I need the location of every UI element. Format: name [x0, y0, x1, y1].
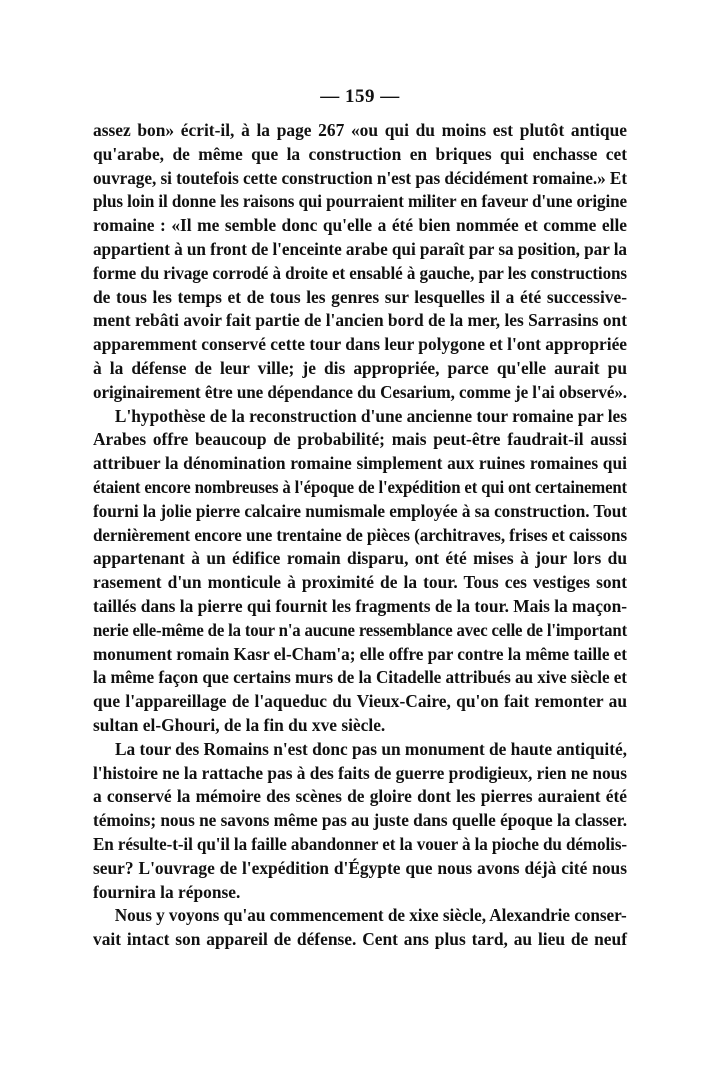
- page-number: — 159 —: [320, 86, 400, 107]
- text-line: La tour des Romains n'est donc pas un monument de haute antiquité,: [114, 738, 627, 759]
- text-line: Nous y voyons qu'au commencement de xixe siècle, Alexandrie conser-: [114, 905, 627, 926]
- text-line: nerie elle-même de la tour n'a aucune ressemblance avec celle de l'important: [93, 619, 627, 640]
- text-line: vait intact son appareil de défense. Cent ans plus tard, au lieu de neuf: [93, 929, 627, 950]
- text-line: apparemment conservé cette tour dans leur polygone et l'ont appropriée: [93, 334, 628, 355]
- text-line: dernièrement encore une trentaine de pièces (architraves, frises et caissons: [93, 524, 627, 545]
- text-line: appartient à un front de l'enceinte arabe qui paraît par sa position, par la: [93, 238, 627, 259]
- text-line: témoins; nous ne savons même pas au juste dans quelle époque la classer.: [93, 810, 627, 831]
- text-line: a conservé la mémoire des scènes de gloire dont les pierres auraient été: [93, 786, 627, 807]
- text-line: seur? L'ouvrage de l'expédition d'Égypte que nous avons déjà cité nous: [93, 857, 627, 878]
- text-line: à la défense de leur ville; je dis appropriée, parce qu'elle aurait pu: [93, 357, 627, 378]
- text-line: sultan el-Ghouri, de la fin du xve siècle.: [93, 714, 386, 735]
- text-line: rasement d'un monticule à proximité de la tour. Tous ces vestiges sont: [93, 572, 627, 593]
- text-line: que l'appareillage de l'aqueduc du Vieux-Caire, qu'on fait remonter au: [93, 691, 627, 712]
- text-line: appartenant à un édifice romain disparu, ont été mises à jour lors du: [93, 548, 627, 569]
- text-line: En résulte-t-il qu'il la faille abandonner et la vouer à la pioche du démolis-: [93, 833, 627, 854]
- text-line: ment rebâti avoir fait partie de l'ancien bord de la mer, les Sarrasins ont: [93, 310, 627, 331]
- text-line: fourni la jolie pierre calcaire numismale employée à sa construction. Tout: [93, 500, 627, 521]
- text-line: l'histoire ne la rattache pas à des faits de guerre prodigieux, rien ne nous: [93, 762, 627, 783]
- text-line: ouvrage, si toutefois cette construction n'est pas décidément romaine.» Et: [93, 167, 628, 188]
- body-text: [93, 119, 627, 952]
- text-line: monument romain Kasr el-Cham'a; elle offre par contre la même taille et: [93, 643, 627, 664]
- text-line: Arabes offre beaucoup de probabilité; mais peut-être faudrait-il aussi: [93, 429, 627, 450]
- text-line: plus loin il donne les raisons qui pourraient militer en faveur d'une origine: [93, 191, 627, 212]
- text-line: la même façon que certains murs de la Citadelle attribués au xive siècle et: [93, 667, 627, 688]
- text-line: fournira la réponse.: [93, 881, 241, 902]
- text-line: de tous les temps et de tous les genres sur lesquelles il a été successive-: [93, 286, 627, 307]
- text-line: forme du rivage corrodé à droite et ensablé à gauche, par les constructions: [93, 262, 627, 283]
- text-line: étaient encore nombreuses à l'époque de l'expédition et qui ont certainement: [93, 476, 627, 497]
- text-line: L'hypothèse de la reconstruction d'une ancienne tour romaine par les: [114, 405, 627, 426]
- text-line: romaine : «Il me semble donc qu'elle a été bien nommée et comme elle: [93, 215, 627, 236]
- text-line: assez bon» écrit-il, à la page 267 «ou qui du moins est plutôt antique: [93, 120, 627, 140]
- text-line: taillés dans la pierre qui fournit les fragments de la tour. Mais la maçon-: [93, 595, 628, 616]
- text-line: attribuer la dénomination romaine simplement aux ruines romaines qui: [93, 453, 627, 474]
- text-line: originairement être une dépendance du Cesarium, comme je l'ai observé».: [93, 381, 627, 402]
- text-line: qu'arabe, de même que la construction en briques qui enchasse cet: [93, 143, 627, 164]
